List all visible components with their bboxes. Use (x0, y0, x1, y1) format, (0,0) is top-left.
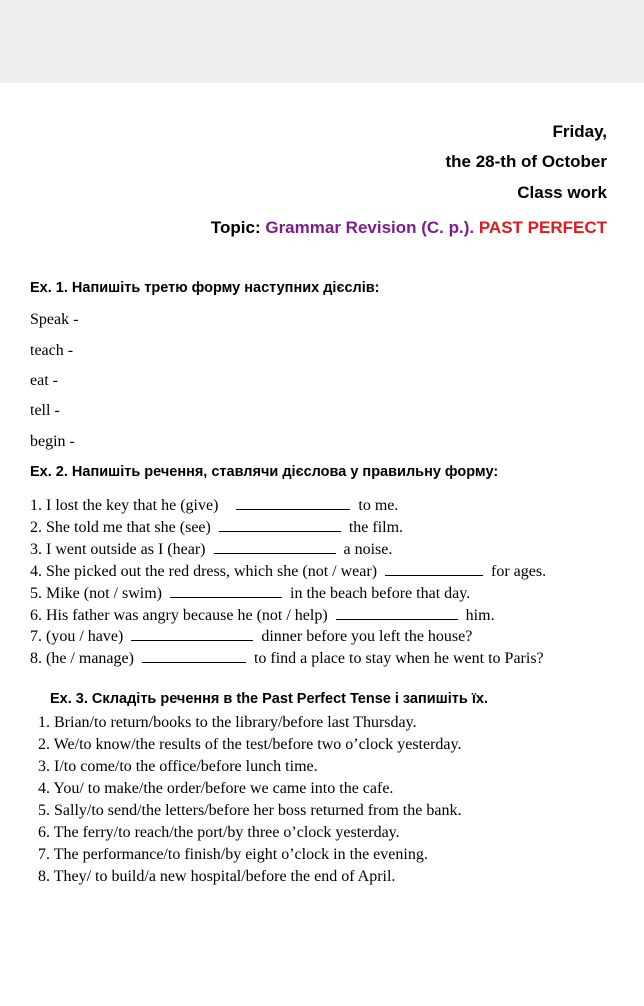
ex3-title: Ex. 3. Складіть речення в the Past Perfect Tense і запишіть їх. (50, 691, 488, 707)
ex3-item: 7. The performance/to finish/by eight o’clock in the evening. (38, 846, 428, 863)
ex1-title: Ex. 1. Напишіть третю форму наступних дієслів: (30, 280, 380, 296)
ex3-item: 4. You/ to make/the order/before we came into the cafe. (38, 780, 394, 797)
ex3-item: 2. We/to know/the results of the test/before two o’clock yesterday. (38, 736, 462, 753)
answer-blank[interactable] (385, 562, 483, 576)
answer-blank[interactable] (170, 584, 282, 598)
ex2-item: 5. Mike (not / swim) in the beach before that day. (30, 585, 471, 602)
ex1-item: eat - (30, 372, 58, 389)
topic-label: Topic: (210, 218, 261, 237)
ex2-item: 3. I went outside as I (hear) a noise. (30, 541, 393, 558)
answer-blank[interactable] (214, 540, 336, 554)
ex3-item: 5. Sally/to send/the letters/before her boss returned from the bank. (38, 802, 462, 819)
answer-blank[interactable] (336, 606, 458, 620)
topic-line (211, 218, 607, 238)
ex2-item: 2. She told me that she (see) the film. (30, 519, 404, 536)
ex2-title: Ex. 2. Напишіть речення, ставлячи дієслова у правильну форму: (30, 464, 499, 480)
answer-blank[interactable] (131, 627, 253, 641)
header-date: the 28-th of October (445, 152, 607, 171)
ex2-item: 7. (you / have) dinner before you left the house? (30, 628, 473, 645)
ex3-item: 8. They/ to build/a new hospital/before the end of April. (38, 868, 396, 885)
answer-blank[interactable] (236, 496, 350, 510)
ex3-item: 3. I/to come/to the office/before lunch time. (38, 758, 318, 775)
topic-main: Grammar Revision (C. p.). (265, 218, 475, 237)
ex1-item: Speak - (30, 311, 79, 328)
ex1-item: tell - (30, 402, 60, 419)
ex2-item: 4. She picked out the red dress, which she (not / wear) for ages. (30, 563, 547, 580)
ex2-item: 8. (he / manage) to find a place to stay when he went to Paris? (30, 650, 544, 667)
ex3-item: 6. The ferry/to reach/the port/by three o’clock yesterday. (38, 824, 400, 841)
header-class-work: Class work (517, 183, 607, 202)
header-day: Friday, (552, 122, 607, 141)
topic-highlight: PAST PERFECT (478, 218, 607, 237)
ex2-item: 6. His father was angry because he (not / help) him. (30, 607, 495, 624)
ex1-item: teach - (30, 342, 74, 359)
ex2-item: 1. I lost the key that he (give) to me. (30, 497, 399, 514)
answer-blank[interactable] (219, 518, 341, 532)
answer-blank[interactable] (142, 649, 246, 663)
top-gray-band (0, 0, 644, 83)
ex1-item: begin - (30, 433, 75, 450)
ex3-item: 1. Brian/to return/books to the library/before last Thursday. (38, 714, 417, 731)
